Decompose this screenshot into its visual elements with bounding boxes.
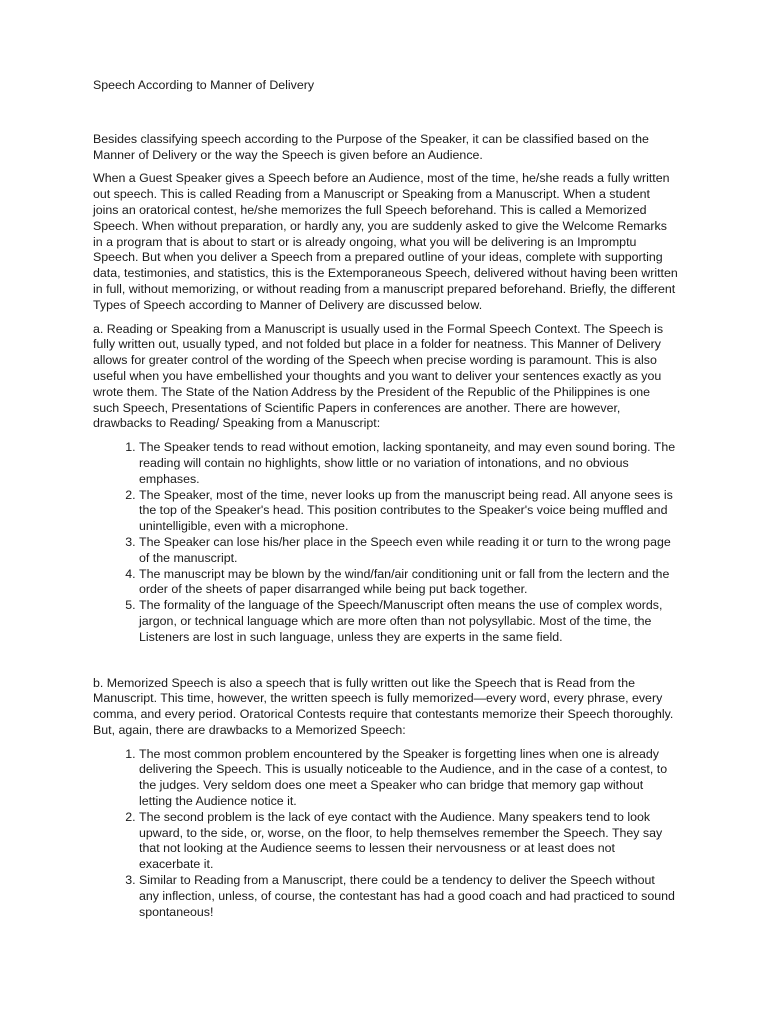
- document-title: Speech According to Manner of Delivery: [93, 78, 315, 92]
- document-page: [93, 78, 678, 928]
- section-a-drawbacks-list: [93, 440, 678, 645]
- list-item: 3. The Speaker can lose his/her place in the Speech even while reading it or turn to the wrong page of the manuscript.: [139, 535, 678, 567]
- intro-paragraph: Besides classifying speech according to the Purpose of the Speaker, it can be classified based on the Manner of Delivery or the way the Speech is given before an Audience.: [93, 131, 649, 162]
- list-item: 2. The second problem is the lack of eye contact with the Audience. Many speakers tend to look upward, to the side, or, worse, on the floor, to help themselves remember the Speech. They say that not looking at the Audience seems to lessen their nervousness or at least does not exacerbate it.: [139, 810, 678, 873]
- list-item: 2. The Speaker, most of the time, never looks up from the manuscript being read. All anyone sees is the top of the Speaker's head. This position contributes to the Speaker's voice being muffled and unintelligible, even with a microphone.: [139, 488, 678, 535]
- section-b-drawbacks-list: [93, 747, 678, 921]
- overview-paragraph: When a Guest Speaker gives a Speech before an Audience, most of the time, he/she reads a fully written out speech. This is called Reading from a Manuscript or Speaking from a Manuscript. When a student joins an oratorical contest, he/she memorizes the full Speech beforehand. This is called a Memorized Speech. When without preparation, or hardly any, you are suddenly asked to give the Welcome Remarks in a program that is about to start or is already ongoing, what you will be delivering is an Impromptu Speech. But when you deliver a Speech from a prepared outline of your ideas, complete with supporting data, testimonies, and statistics, this is the Extemporaneous Speech, delivered without having been written in full, without memorizing, or without reading from a manuscript prepared beforehand. Briefly, the different Types of Speech according to Manner of Delivery are discussed below.: [93, 171, 678, 312]
- section-b-paragraph: b. Memorized Speech is also a speech that is fully written out like the Speech that is Read from the Manuscript. This time, however, the written speech is fully memorized—every word, every phrase, every comma, and every period. Oratorical Contests require that contestants memorize their Speech thoroughly. But, again, there are drawbacks to a Memorized Speech:: [93, 675, 674, 737]
- section-a-paragraph: a. Reading or Speaking from a Manuscript is usually used in the Formal Speech Context. The Speech is fully written out, usually typed, and not folded but place in a folder for neatness. This Manner of Delivery allows for greater control of the wording of the Speech when precise wording is paramount. This is also useful when you have embellished your thoughts and you want to deliver your sentences exactly as you wrote them. The State of the Nation Address by the President of the Republic of the Philippines is one such Speech, Presentations of Scientific Papers in conferences are another. There are however, drawbacks to Reading/ Speaking from a Manuscript:: [93, 321, 664, 431]
- list-item: 3. Similar to Reading from a Manuscript, there could be a tendency to deliver the Speech without any inflection, unless, of course, the contestant has had a good coach and had practiced to sound spontaneous!: [139, 873, 678, 920]
- list-item: 5. The formality of the language of the Speech/Manuscript often means the use of complex words, jargon, or technical language which are more often than not polysyllabic. Most of the time, the Listeners are lost in such language, unless they are experts in the same field.: [139, 598, 678, 645]
- list-item: 4. The manuscript may be blown by the wind/fan/air conditioning unit or fall from the lectern and the order of the sheets of paper disarranged while being put back together.: [139, 567, 678, 599]
- list-item: 1. The most common problem encountered by the Speaker is forgetting lines when one is already delivering the Speech. This is usually noticeable to the Audience, and in the case of a contest, to the judges. Very seldom does one meet a Speaker who can bridge that memory gap without letting the Audience notice it.: [139, 747, 678, 810]
- list-item: 1. The Speaker tends to read without emotion, lacking spontaneity, and may even sound boring. The reading will contain no highlights, show little or no variation of intonations, and no obvious emphases.: [139, 440, 678, 487]
